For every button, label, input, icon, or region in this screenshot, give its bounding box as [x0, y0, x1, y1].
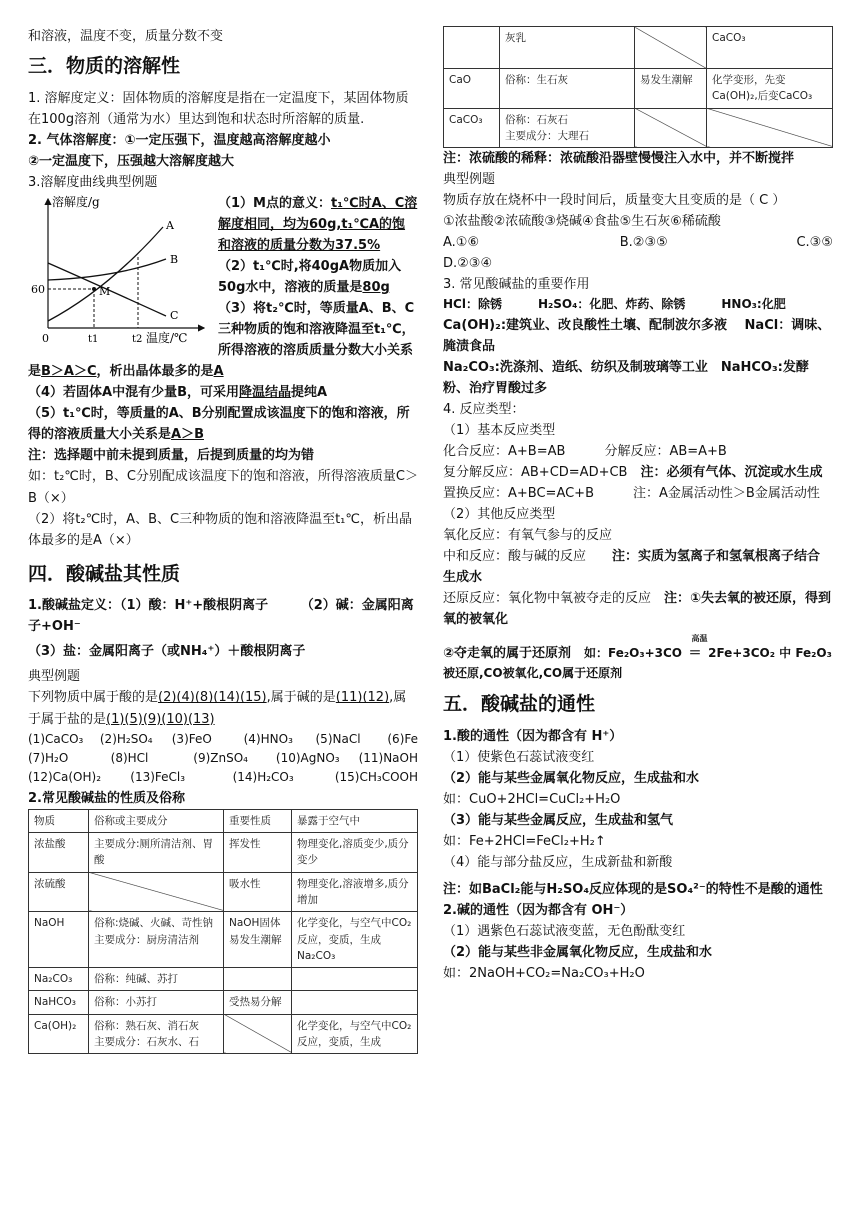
- label-a: A: [166, 218, 174, 232]
- double-replacement: 复分解反应：AB+CD=AD+CB 注：必须有气体、沉淀或水生成: [443, 465, 823, 481]
- acid-example-1: 如：CuO+2HCl=CuCl₂+H₂O: [443, 791, 621, 807]
- table-title: 2.常见酸碱盐的性质及俗称: [28, 790, 185, 806]
- uses-title: 3. 常见酸碱盐的重要作用: [443, 277, 590, 293]
- section-5-title: 五．酸碱盐的通性: [443, 693, 596, 716]
- definition-acid-base: 1.酸碱盐定义：（1）酸：H⁺+酸根阴离子 （2）碱：金属阳离子+OH⁻: [28, 598, 414, 635]
- oxidation: 氧化反应：有氧气参与的反应: [443, 528, 613, 544]
- substance-list: [28, 730, 418, 788]
- left-column: [28, 26, 418, 1054]
- reaction-types-title: 4. 反应类型：: [443, 402, 525, 418]
- acid-property-1: （1）使紫色石蕊试液变红: [443, 749, 595, 765]
- substance-row-3: (12)Ca(OH)₂ (13)FeCl₃ (14)H₂CO₃ (15)CH₃COOH: [28, 770, 418, 785]
- curve-q3: （3）将t₂℃时，等质量A、B、C三种物质的饱和溶液降温至t₁℃，所得溶液的溶质质量分数大小关系是B＞A＞C，析出晶体最多的是A: [28, 301, 415, 380]
- other-types: （2）其他反应类型: [443, 507, 556, 523]
- classify-question: 下列物质中属于酸的是(2)(4)(8)(14)(15),属于碱的是(11)(12),属于属于盐的是(1)(5)(9)(10)(13): [28, 690, 407, 727]
- acid-property-3: （3）能与某些金属反应，生成盐和氢气: [443, 812, 674, 828]
- basic-types: （1）基本反应类型: [443, 423, 556, 439]
- table-row: CaCO₃ 俗称：石灰石 主要成分：大理石: [444, 108, 833, 148]
- acid-example-2: 如：Fe+2HCl=FeCl₂+H₂↑: [443, 833, 606, 849]
- acid-property-4: （4）能与部分盐反应，生成新盐和新酸: [443, 854, 673, 870]
- table-header-row: 物质 俗称或主要成分 重要性质 暴露于空气中: [29, 809, 418, 832]
- label-m: M: [99, 284, 111, 298]
- acid-property-2: （2）能与某些金属氧化物反应，生成盐和水: [443, 770, 700, 786]
- dilution-note: 注：浓硫酸的稀释：浓硫酸沿器壁慢慢注入水中，并不断搅拌: [443, 151, 795, 167]
- base-property-2: （2）能与某些非金属氧化物反应，生成盐和水: [443, 945, 713, 961]
- substance-row-1: (1)CaCO₃ (2)H₂SO₄ (3)FeO (4)HNO₃ (5)NaCl (6)Fe: [28, 731, 419, 746]
- curve-q2: （2）t₁℃时,将40gA物质加入50g水中，溶液的质量是80g: [218, 259, 402, 296]
- curve-example-title: 3.溶解度曲线典型例题: [28, 174, 158, 190]
- table-row: NaOH 俗称:烧碱、火碱、苛性钠 主要成分：厨房清洁剂 NaOH固体易发生潮解 化学变化，与空气中CO₂反应，变质，生成Na₂CO₃: [29, 912, 418, 968]
- neutralization: 中和反应：酸与碱的反应 注：实质为氢离子和氢氧根离子结合生成水: [443, 549, 821, 586]
- combination-decomposition: 化合反应：A+B=AB 分解反应：AB=A+B: [443, 444, 727, 460]
- single-replacement: 置换反应：A+BC=AC+B 注：A金属活动性＞B金属活动性: [443, 486, 820, 502]
- table-row: 灰乳 CaCO₃: [444, 27, 833, 69]
- curve-b: [48, 259, 166, 280]
- base-property-1: （1）遇紫色石蕊试液变蓝，无色酚酞变红: [443, 924, 686, 940]
- curve-q4: （4）若固体A中混有少量B，可采用降温结晶提纯A: [28, 385, 328, 401]
- section-4-title: 四．酸碱盐其性质: [28, 562, 181, 585]
- label-t1: t1: [88, 333, 99, 345]
- curve-q1: （1）M点的意义：t₁℃时A、C溶解度相同，均为60g,t₁℃A的饱和溶液的质量分数为37.5%: [218, 195, 418, 253]
- section-3-title: 三．物质的溶解性: [28, 55, 181, 78]
- origin-label: 0: [42, 331, 49, 345]
- solubility-curve-chart: [28, 193, 212, 345]
- substance-row-2: (7)H₂O (8)HCl (9)ZnSO₄ (10)AgNO₃ (11)NaOH: [28, 750, 418, 765]
- reduction: 还原反应：氧化物中氧被夺走的反应 注：①失去氧的被还原，得到氧的被氧化: [443, 591, 832, 628]
- reducing-agent: ②夺走氧的属于还原剂 如：Fe₂O₃+3CO 高温 ＝ 2Fe+3CO₂ 中 Fe₂O₃: [443, 633, 832, 661]
- example-options: A.①⑥ B.②③⑤ C.③⑤: [443, 235, 833, 251]
- table-row: 浓盐酸 主要成分:厕所清洁剂、胃酸 挥发性 物理变化,溶质变少,质分变少: [29, 833, 418, 873]
- solubility-definition: 1. 溶解度定义：固体物质的溶解度是指在一定温度下，某固体物质在100g溶剂（通常为水）里达到饱和状态时所溶解的质量.: [28, 90, 409, 127]
- acid-note: 注：如BaCl₂能与H₂SO₄反应体现的是SO₄²⁻的特性不是酸的通性: [443, 881, 823, 897]
- example-title: 典型例题: [28, 669, 81, 685]
- properties-table-continued: [443, 26, 833, 148]
- right-column: [443, 26, 833, 984]
- uses-line-3: Na₂CO₃:洗涤剂、造纸、纺织及制玻璃等工业 NaHCO₃:发酵粉、治疗胃酸过多: [443, 359, 809, 396]
- table-row: NaHCO₃ 俗称：小苏打 受热易分解: [29, 991, 418, 1014]
- table-row: 浓硫酸 吸水性 物理变化,溶液增多,质分增加: [29, 872, 418, 912]
- label-c: C: [170, 308, 179, 322]
- example-items: ①浓盐酸②浓硫酸③烧碱④食盐⑤生石灰⑥稀硫酸: [443, 214, 721, 230]
- curve-note: 注：选择题中前未提到质量，后提到质量的均为错: [28, 448, 315, 464]
- curve-wrong-ex1: 如：t₂℃时，B、C分别配成该温度下的饱和溶液，所得溶液质量C＞B（×）: [28, 469, 418, 506]
- acid-general-title: 1.酸的通性（因为都含有 H⁺）: [443, 728, 623, 744]
- y-60-label: 60: [31, 282, 45, 296]
- table-row: CaO 俗称：生石灰 易发生潮解 化学变形，先变Ca(OH)₂,后变CaCO₃: [444, 69, 833, 109]
- properties-table: [28, 809, 418, 1054]
- x-axis-label: 温度/℃: [146, 330, 188, 345]
- table-row: Na₂CO₃ 俗称：纯碱、苏打: [29, 968, 418, 991]
- y-axis-label: 溶解度/g: [52, 194, 100, 209]
- definition-salt: （3）盐：金属阳离子（或NH₄⁺）＋酸根阴离子: [28, 644, 306, 660]
- point-m: [92, 287, 96, 291]
- base-example-1: 如：2NaOH+CO₂=Na₂CO₃+H₂O: [443, 966, 645, 982]
- label-b: B: [170, 252, 179, 266]
- curve-wrong-ex2: （2）将t₂℃时，A、B、C三种物质的饱和溶液降温至t₁℃，析出晶体最多的是A（×）: [28, 511, 412, 548]
- example-question: 物质存放在烧杯中一段时间后，质量变大且变质的是（ C ）: [443, 193, 786, 209]
- continued-line: 和溶液，温度不变，质量分数不变: [28, 29, 224, 44]
- label-t2: t2: [132, 333, 143, 345]
- example-option-d: D.②③④: [443, 256, 493, 272]
- curve-q5: （5）t₁℃时，等质量的A、B分别配置成该温度下的饱和溶液，所得的溶液质量大小关系是A＞B: [28, 406, 410, 443]
- uses-line-1: HCl：除锈 H₂SO₄：化肥、炸药、除锈 HNO₃:化肥: [443, 297, 786, 312]
- gas-solubility-1: 2. 气体溶解度：①一定压强下，温度越高溶解度越小: [28, 132, 331, 148]
- reducing-agent-2: 被还原,CO被氧化,CO属于还原剂: [443, 665, 623, 680]
- example-title: 典型例题: [443, 172, 496, 188]
- uses-line-2: Ca(OH)₂:建筑业、改良酸性土壤、配制波尔多液 NaCl：调味、腌渍食品: [443, 317, 831, 354]
- gas-solubility-2: ②一定温度下，压强越大溶解度越大: [28, 153, 235, 169]
- base-general-title: 2.碱的通性（因为都含有 OH⁻）: [443, 902, 634, 918]
- table-row: Ca(OH)₂ 俗称：熟石灰、消石灰 主要成分：石灰水、石 化学变化，与空气中CO₂反应，变质，生成: [29, 1014, 418, 1054]
